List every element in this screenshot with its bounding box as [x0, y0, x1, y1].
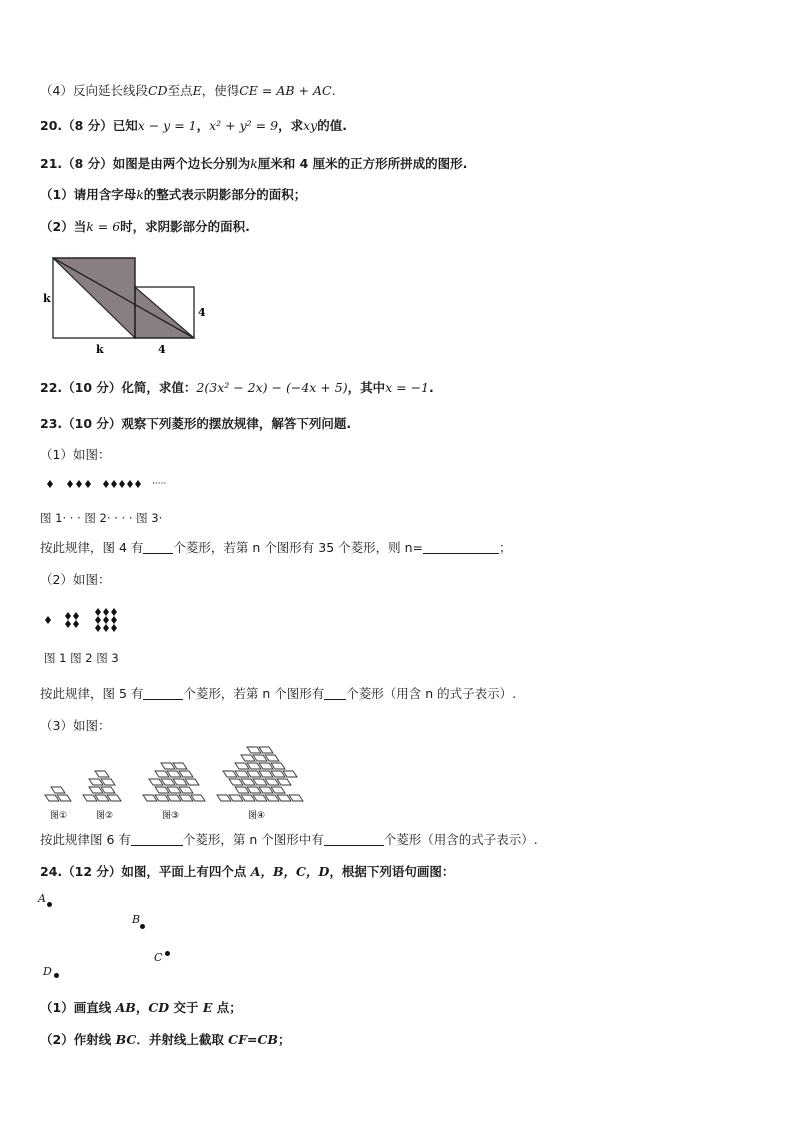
q23-head-line — [40, 415, 351, 433]
q22-head: 22.（10 分）化简，求值： — [40, 380, 197, 395]
q21-p1a: （1）请用含字母 — [40, 187, 137, 202]
q23-p3-label-1: 图① — [50, 811, 68, 821]
q23-p2-blank-1[interactable] — [143, 685, 183, 700]
q21-part2-line — [40, 218, 250, 236]
q23-p1-question — [40, 539, 512, 557]
q23-p3-label-2: 图② — [96, 811, 114, 821]
q24-point-e-label: E — [202, 1000, 213, 1015]
diamond — [47, 480, 53, 488]
q20-ask: ，求 — [278, 118, 304, 133]
q24-p1e: 交于 — [169, 1000, 203, 1015]
q24-point-a — [47, 902, 52, 907]
q20-tail: 的值. — [317, 118, 347, 133]
q23-p3-label-3: 图③ — [162, 811, 180, 821]
q22-end: . — [429, 380, 434, 395]
q23-p1-diamonds — [42, 476, 182, 492]
q23-p1-ellipsis: ····· — [152, 479, 167, 489]
q23-p1-blank-2[interactable] — [423, 539, 499, 554]
q23-p3: （3）如图： — [40, 718, 111, 733]
q24-part1-line — [40, 999, 242, 1017]
q24-line-cd: CD — [148, 1000, 170, 1015]
q24-p2e: ； — [277, 1032, 291, 1047]
q21-p2-eq: k = 6 — [86, 219, 121, 234]
q23-p2-qa: 按此规律，图 5 有 — [40, 686, 144, 701]
q24-part2-line — [40, 1031, 291, 1049]
q19-point-e: E — [192, 83, 202, 98]
q21-label-4-right: 4 — [198, 306, 206, 319]
q23-p2-diamonds — [42, 606, 132, 634]
q24-cf-eq-cb: CF=CB — [228, 1032, 278, 1047]
diamond — [85, 480, 91, 488]
diamond — [67, 480, 73, 488]
q22-expression: 2(3x² − 2x) − (−4x + 5) — [196, 380, 348, 395]
q21-shade-small — [135, 287, 194, 338]
q23-p3-qb: 个菱形，第 n 个图形中有 — [182, 832, 324, 847]
q23-p2-caption: 图 1 图 2 图 3 — [44, 651, 119, 665]
q24-p2a: （2）作射线 — [40, 1032, 116, 1047]
q20-eq2: x² + y² = 9 — [209, 118, 279, 133]
q23-p3-question — [40, 831, 538, 849]
q23-p2-blank-2[interactable] — [324, 685, 346, 700]
diamond — [111, 616, 117, 624]
q24-head2: ，根据下列语句画图： — [329, 864, 455, 879]
diamond — [73, 620, 79, 628]
q23-p2-qc: 个菱形（用含 n 的式子表示）. — [346, 686, 517, 701]
q23-p3-fig4 — [217, 747, 303, 801]
q21-k: k — [250, 156, 258, 171]
q24-p1g: 点； — [212, 1000, 242, 1015]
q23-p3-fig3 — [143, 763, 205, 801]
q23-p2-qb: 个菱形，若第 n 个图形有 — [183, 686, 325, 701]
diamond — [95, 616, 101, 624]
q24-line-ab: AB — [115, 1000, 136, 1015]
q20-head: 20.（8 分）已知 — [40, 118, 138, 133]
q19-end: . — [331, 83, 336, 98]
q20-sep: ， — [196, 118, 210, 133]
diamond — [111, 624, 117, 632]
q24-point-d — [54, 973, 59, 978]
q23-p3-qc: 个菱形（用含的式子表示）. — [383, 832, 538, 847]
diamond — [73, 612, 79, 620]
diamond — [95, 624, 101, 632]
q23-p3-fig1 — [45, 787, 71, 801]
diamond — [95, 608, 101, 616]
q24-p2c: ．并射线上截取 — [136, 1032, 229, 1047]
q20-xy: xy — [303, 118, 318, 133]
q21-label-k-left: k — [43, 292, 51, 305]
q24-label-d: D — [43, 965, 52, 978]
q23-p3-fig2 — [83, 771, 121, 801]
q23-p1-qb: 个菱形，若第 n 个图形有 35 个菱形，则 n= — [173, 540, 423, 555]
q24-head: 24.（12 分）如图，平面上有四个点 — [40, 864, 251, 879]
q24-points-list: A，B，C，D — [250, 864, 330, 879]
q21-head2: 厘米和 4 厘米的正方形所拼成的图形. — [257, 156, 468, 171]
diamond — [103, 480, 109, 488]
q23-p3-blank-2[interactable] — [324, 831, 384, 846]
q22-condition: x = −1 — [385, 380, 429, 395]
q23-p1-qc: ； — [499, 540, 512, 555]
diamond — [65, 612, 71, 620]
diamond — [135, 480, 141, 488]
q24-label-a: A — [38, 892, 46, 905]
q23-head: 23.（10 分）观察下列菱形的摆放规律，解答下列问题. — [40, 416, 352, 431]
q21-p2b: 时，求阴影部分的面积. — [120, 219, 250, 234]
q23-p3-qa: 按此规律图 6 有 — [40, 832, 131, 847]
diamond — [103, 616, 109, 624]
q24-label-c: C — [154, 951, 163, 964]
q20-line — [40, 117, 347, 135]
diamond — [76, 480, 82, 488]
q23-p1-qa: 按此规律，图 4 有 — [40, 540, 144, 555]
q23-p1-caption: 图 1· · · 图 2· · · · 图 3· — [40, 511, 163, 525]
q23-p1-blank-1[interactable] — [143, 539, 173, 554]
diamond — [111, 480, 117, 488]
q23-p3-label-4: 图④ — [248, 811, 266, 821]
q19-text-c: ，使得 — [201, 83, 240, 98]
q21-head-line — [40, 155, 467, 173]
diamond — [45, 616, 51, 624]
q24-p1c: ， — [135, 1000, 149, 1015]
q23-part3-label — [40, 717, 110, 735]
q21-label-4-bottom: 4 — [158, 343, 166, 356]
q21-squares-figure — [40, 250, 220, 360]
diamond — [103, 624, 109, 632]
q24-head-line — [40, 863, 454, 881]
q23-p2: （2）如图： — [40, 572, 111, 587]
q21-label-k-bottom: k — [96, 343, 104, 356]
q23-p3-blank-1[interactable] — [131, 831, 183, 846]
q24-ray-bc: BC — [115, 1032, 137, 1047]
q23-p1: （1）如图： — [40, 447, 111, 462]
q19-text-a: （4）反向延长线段 — [40, 83, 148, 98]
diamond — [111, 608, 117, 616]
diamond — [127, 480, 133, 488]
q20-eq1: x − y = 1 — [137, 118, 197, 133]
q19-part4-line — [40, 82, 336, 100]
diamond — [119, 480, 125, 488]
q23-part1-label — [40, 446, 110, 464]
q19-segment-cd: CD — [147, 83, 168, 98]
q23-part2-label — [40, 571, 110, 589]
q21-head: 21.（8 分）如图是由两个边长分别为 — [40, 156, 251, 171]
q23-p3-figures — [40, 740, 310, 822]
q24-point-c — [165, 951, 170, 956]
q21-p2a: （2）当 — [40, 219, 87, 234]
q24-point-b — [140, 924, 145, 929]
q19-text-b: 至点 — [167, 83, 193, 98]
q23-p2-question — [40, 685, 516, 703]
diamond — [103, 608, 109, 616]
q19-equation: CE = AB + AC — [239, 83, 332, 98]
q21-p1-k: k — [136, 187, 144, 202]
q24-p1a: （1）画直线 — [40, 1000, 116, 1015]
q21-part1-line — [40, 186, 306, 204]
q24-label-b: B — [132, 913, 141, 926]
diamond — [65, 620, 71, 628]
q22-line — [40, 379, 434, 397]
q22-mid: ，其中 — [347, 380, 386, 395]
q21-p1b: 的整式表示阴影部分的面积； — [143, 187, 307, 202]
